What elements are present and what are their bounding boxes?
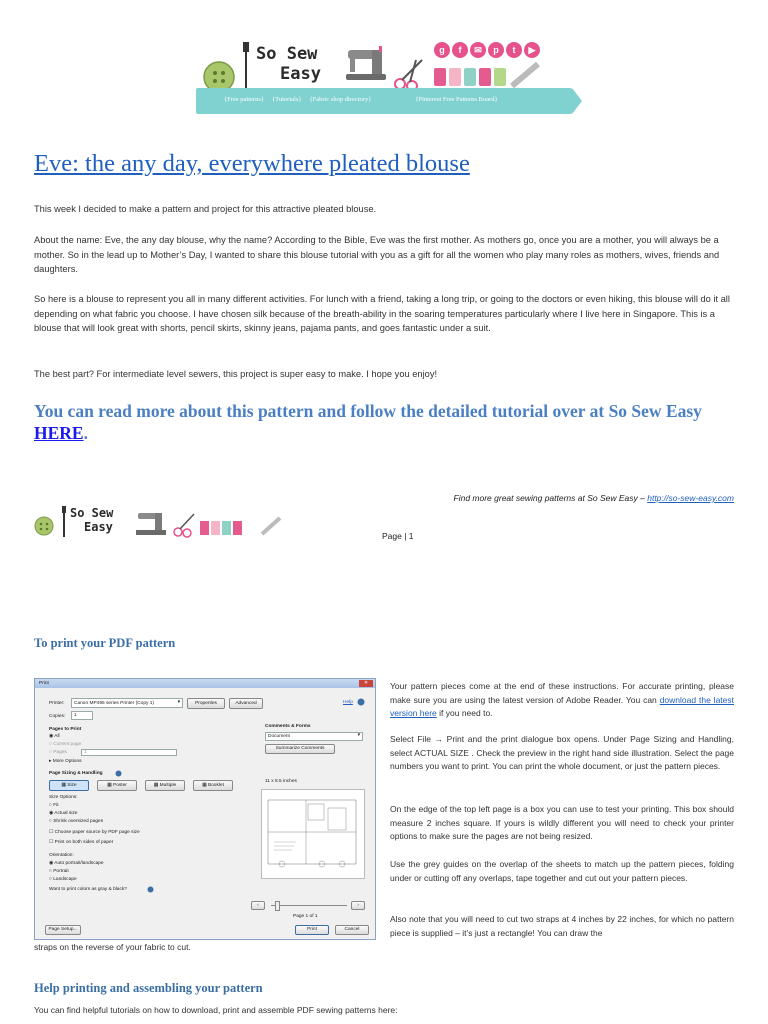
chevron-down-icon: ▾ [177, 700, 180, 705]
article-title[interactable]: Eve: the any day, everywhere pleated blouse [34, 150, 470, 177]
page-setup-button[interactable]: Page Setup... [45, 925, 81, 935]
dialog-titlebar [35, 679, 375, 688]
prev-page-button[interactable]: ‹ [251, 901, 265, 910]
print-paragraph-3: On the edge of the top left page is a box you can use to test your printing. This box should measure 2 inches square. If yours is wildly different you will need to check your printer options to make sure the pages are not being resized. [390, 804, 734, 842]
tab-booklet[interactable]: ▦ Booklet [193, 780, 233, 791]
sewing-machine-icon [346, 46, 386, 82]
footer-logo-line1: So Sew [70, 506, 114, 520]
print-dialog-screenshot [34, 678, 376, 940]
here-link[interactable]: HERE [34, 423, 84, 443]
pages-to-print-heading: Pages to Print [49, 727, 82, 732]
measuring-tape-icon [260, 516, 282, 536]
intro-paragraph: This week I decided to make a pattern and project for this attractive pleated blouse. [34, 204, 377, 214]
printer-select[interactable] [71, 698, 183, 708]
tab-multiple-label: Multiple [159, 783, 177, 788]
help-icon[interactable] [357, 698, 365, 706]
comments-select[interactable] [265, 732, 363, 741]
print-p1-text: Your pattern pieces come at the end of these instructions. For accurate printing, please make sure you are using the latest version of Adobe Reader. You can [390, 681, 734, 705]
scissors-icon [392, 58, 432, 92]
comments-forms-heading: Comments & Forms [265, 724, 311, 729]
help-text: You can find helpful tutorials on how to download, print and assemble PDF sewing patterns here: [34, 1005, 398, 1015]
radio-auto-label: Auto portrait/landscape [54, 861, 104, 866]
tab-multiple[interactable]: ▦ Multiple [145, 780, 185, 791]
orientation-label: Orientation: [49, 853, 74, 858]
printer-label: Printer: [49, 701, 65, 706]
copies-input[interactable]: 1 [71, 711, 93, 720]
radio-actual-label: Actual size [54, 811, 78, 816]
help-heading: Help printing and assembling your pattern [34, 981, 263, 995]
pin-icon [60, 506, 68, 538]
logo-title-line1: So Sew [256, 44, 318, 64]
tab-booklet-label: Booklet [207, 783, 224, 788]
pinterest-icon[interactable]: p [488, 42, 504, 58]
both-sides-label: Print on both sides of paper [54, 840, 114, 845]
radio-fit[interactable]: ○ Fit [49, 803, 59, 808]
tutorial-callout [34, 400, 734, 444]
summarize-comments-button[interactable]: Summarize Comments [265, 744, 335, 754]
thread-spools-icon [434, 66, 506, 88]
nav-tutorials[interactable]: {Tutorials} [272, 96, 302, 103]
page-sizing-heading: Page Sizing & Handling [49, 771, 103, 776]
info-icon [115, 770, 122, 777]
close-icon[interactable]: ✕ [359, 680, 373, 687]
advanced-button[interactable]: Advanced [229, 698, 263, 709]
pin-icon [240, 40, 252, 92]
size-options-label: Size Options: [49, 795, 78, 800]
radio-auto[interactable]: ◉ Auto portrait/landscape [49, 861, 104, 866]
comments-value: Document [268, 734, 290, 739]
radio-landscape-label: Landscape [53, 877, 77, 882]
radio-shrink[interactable]: ○ Shrink oversized pages [49, 819, 104, 824]
footer-note-text: Find more great sewing patterns at So Sew Easy – [453, 493, 648, 503]
help-link[interactable]: Help [343, 700, 353, 705]
checkbox-both-sides[interactable]: ☐ Print on both sides of paper [49, 840, 114, 845]
radio-actual-size[interactable]: ◉ Actual size [49, 811, 78, 816]
thread-spools-icon [200, 520, 256, 536]
radio-all-label: All [54, 734, 60, 739]
chevron-down-icon: ▾ [357, 733, 360, 738]
tab-poster-label: Poster [113, 783, 127, 788]
preview-size: 11 x 8.5 inches [265, 779, 297, 784]
copies-label: Copies: [49, 714, 66, 719]
radio-pages[interactable]: ○ Pages [49, 750, 67, 755]
pages-range-input[interactable]: 1 [81, 749, 177, 756]
print-preview [261, 789, 365, 879]
tab-poster[interactable]: ▦ Poster [97, 780, 137, 791]
cancel-button[interactable]: Cancel [335, 925, 369, 935]
grayscale-question: Want to print colors as gray & black? [49, 887, 127, 892]
print-p1-end: if you need to. [436, 708, 493, 719]
print-paragraph-2: Select File → Print and the print dialogue box opens. Under Page Sizing and Handling, select ACTUAL SIZE . Check the preview in the right hand side illustration. Select the page numbers you want to print. You can print the whole document, or just the pattern pieces. [390, 734, 734, 772]
print-paragraph-1 [390, 680, 734, 721]
radio-landscape[interactable]: ○ Landscape [49, 877, 77, 882]
button-icon [34, 516, 54, 536]
print-paragraph-5-cont: straps on the reverse of your fabric to cut. [34, 942, 191, 952]
nav-free-patterns[interactable]: {Free patterns} [224, 96, 264, 103]
page-slider-handle[interactable] [275, 901, 280, 911]
nav-fabric-shop-directory[interactable]: {Fabric shop directory} [309, 96, 372, 103]
preview-pattern-drawing [262, 790, 364, 878]
twitter-icon[interactable]: t [506, 42, 522, 58]
name-paragraph: About the name: Eve, the any day blouse, why the name? According to the Bible, Eve was the first mother. As mothers go, once you are a mother, you will always be a mother. So in the lead up to Mother’s Day, I wanted to share this blouse tutorial with you as a gift for all the women who play many roles as mothers, wives, friends and daughters. [34, 235, 720, 274]
print-paragraph-5: Also note that you will need to cut two straps at 4 inches by 22 inches, for which no pattern piece is supplied – it’s just a rectangle! You can draw the [390, 914, 734, 938]
callout-period: . [83, 423, 88, 443]
radio-all[interactable]: ◉ All [49, 734, 60, 739]
page-number: Page | 1 [382, 531, 414, 541]
tab-size[interactable]: ▦ Size [49, 780, 89, 791]
measuring-tape-icon [510, 62, 540, 88]
radio-fit-label: Fit [53, 803, 59, 808]
nav-pinterest-board[interactable]: {Pinterest Free Patterns Board} [415, 96, 498, 103]
properties-button[interactable]: Properties [187, 698, 225, 709]
best-part-paragraph: The best part? For intermediate level sewers, this project is super easy to make. I hope you enjoy! [34, 369, 438, 379]
page-slider[interactable] [271, 905, 347, 906]
footer-logo-line2: Easy [84, 520, 113, 534]
radio-current-label: Current page [53, 742, 82, 747]
radio-shrink-label: Shrink oversized pages [53, 819, 104, 824]
callout-text: You can read more about this pattern and follow the detailed tutorial over at So Sew Easy [34, 401, 702, 421]
dialog-title: Print [39, 681, 49, 686]
more-options-toggle[interactable]: ▸ More Options [49, 759, 82, 764]
page-indicator: Page 1 of 1 [293, 914, 318, 919]
tab-size-label: Size [67, 783, 77, 788]
download-adobe-link[interactable]: download the latest version here [390, 694, 735, 719]
footer-note [454, 493, 734, 503]
google-plus-icon[interactable]: g [434, 42, 450, 58]
banner-nav [224, 96, 564, 103]
print-button[interactable]: Print [295, 925, 329, 935]
footer-logo [34, 504, 294, 544]
radio-current-page[interactable]: ○ Current page [49, 742, 82, 747]
checkbox-paper-source[interactable]: ☐ Choose paper source by PDF page size [49, 830, 140, 835]
more-options-label: More Options [52, 759, 82, 764]
site-link[interactable]: http://so-sew-easy.com [647, 493, 734, 503]
facebook-icon[interactable]: f [452, 42, 468, 58]
info-icon [147, 886, 154, 893]
next-page-button[interactable]: › [351, 901, 365, 910]
radio-portrait-label: Portrait [53, 869, 69, 874]
site-banner [196, 36, 572, 118]
radio-pages-label: Pages [53, 750, 67, 755]
logo-title-line2: Easy [280, 64, 321, 84]
scissors-icon [172, 512, 200, 538]
sewing-machine-icon [136, 510, 166, 536]
print-paragraph-4: Use the grey guides on the overlap of the sheets to match up the pattern pieces, folding under or cutting off any overlaps, tape together and cut out your pattern pieces. [390, 859, 734, 883]
printer-value: Canon MP495 series Printer (Copy 1) [74, 701, 154, 706]
radio-portrait[interactable]: ○ Portrait [49, 869, 69, 874]
activities-paragraph: So here is a blouse to represent you all in many different activities. For lunch with a friend, taking a long trip, or going to the doctors or even hiking, this blouse will do it all depending on what fabric you choose. I have chosen silk because of the breath-ability in the soaring temperatures particularly where I live here in Singapore. This is a blouse that will look great with shorts, pencil skirts, skinny jeans, pajama pants, and goes fantastic under a suit. [34, 294, 730, 333]
email-icon[interactable]: ✉ [470, 42, 486, 58]
paper-source-label: Choose paper source by PDF page size [54, 830, 140, 835]
youtube-icon[interactable]: ▶ [524, 42, 540, 58]
print-heading: To print your PDF pattern [34, 636, 176, 650]
